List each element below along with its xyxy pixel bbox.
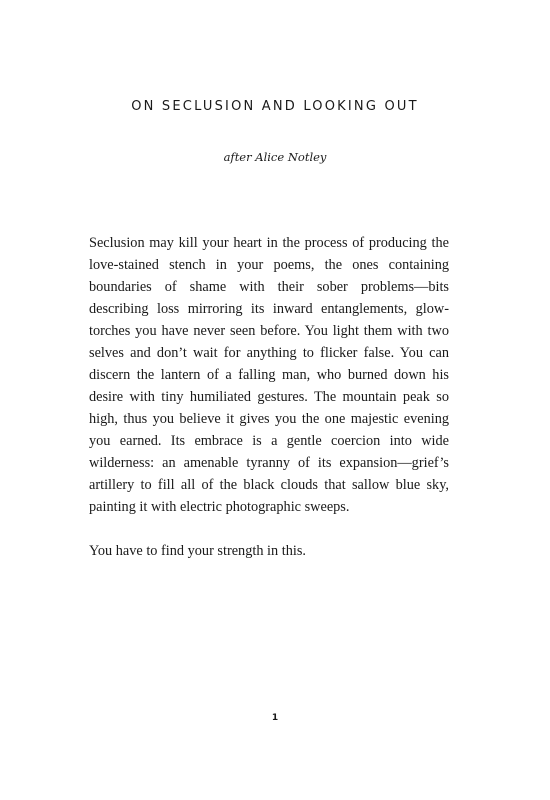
poem-paragraph: Seclusion may kill your heart in the process of producing the love-stained stench in your poems, the ones containing boundaries of shame with their sober problems—bits describing loss mirroring its inward entanglements, glow-torches you have never seen before. You light them with two selves and don’t wait for anything to flicker false. You can discern the lantern of a falling man, who burned down his desire with tiny humiliated gestures. The mountain peak so high, thus you believe it gives you the one majestic evening you earned. Its embrace is a gentle coercion into wide wilderness: an amenable tyranny of its expansion—grief’s artillery to fill all of the black clouds that sallow blue sky, painting it with electric photographic sweeps.	[89, 235, 449, 515]
page-number: 1	[271, 713, 279, 723]
poem-title: ON SECLUSION AND LOOKING OUT	[131, 99, 419, 114]
poem-closing-line: You have to find your strength in this.	[89, 543, 306, 559]
dedication: after Alice Notley	[223, 150, 327, 164]
